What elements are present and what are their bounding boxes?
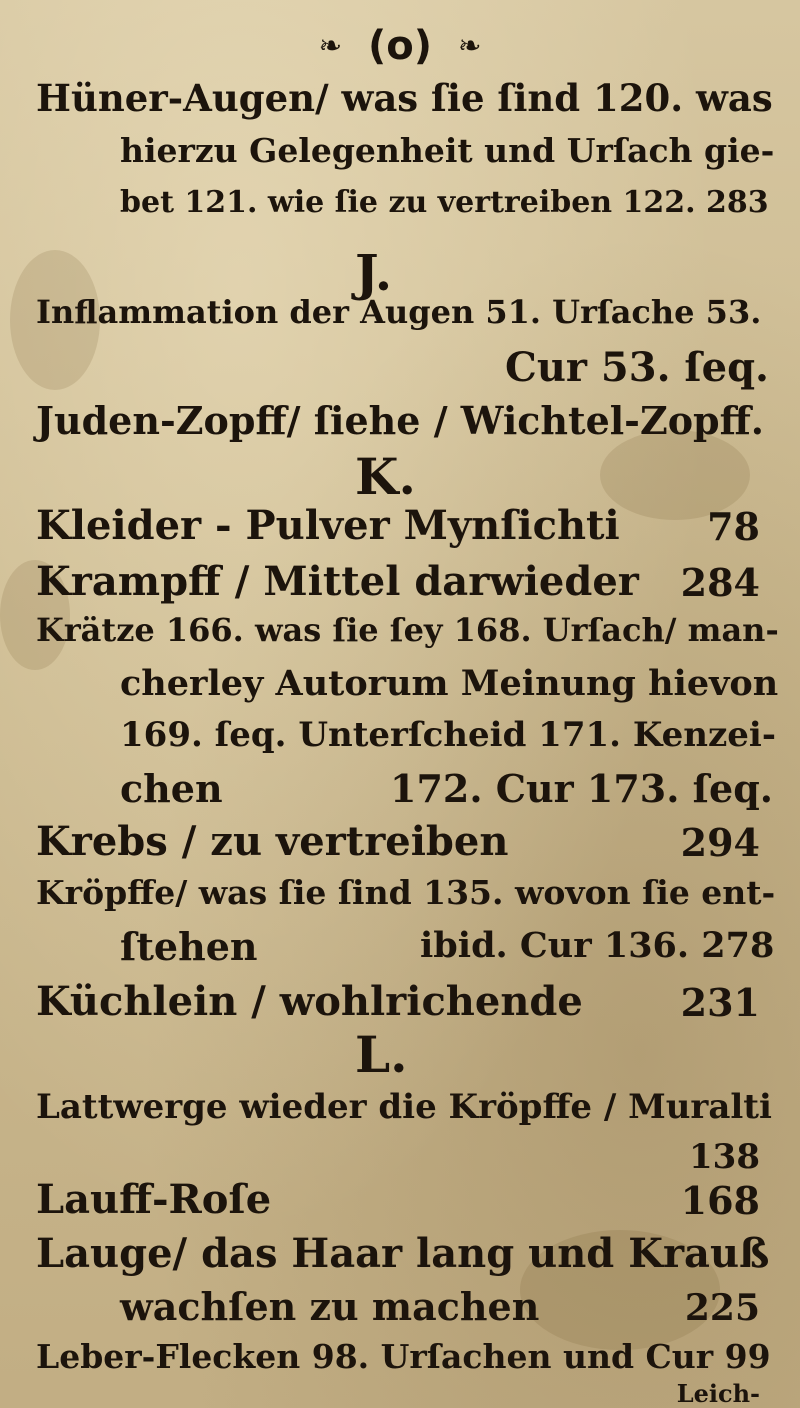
page-ref-kleider-pulver: 78 — [707, 504, 760, 549]
index-entry-kuechlein: Küchlein / wohlrichende — [36, 978, 583, 1025]
index-entry-huener-augen-line1: Hüner-Augen/ was ſie ſind 120. was — [36, 76, 773, 120]
index-entry-kroepffe-line1: Kröpffe/ was ſie ſind 135. wovon ſie ent- — [36, 873, 776, 912]
section-letter-k: K. — [355, 447, 416, 506]
index-entry-inflammation-line2: Cur 53. ſeq. — [505, 344, 769, 391]
index-entry-lattwerge: Lattwerge wieder die Kröpffe / Muralti — [36, 1087, 772, 1127]
index-entry-krebs: Krebs / zu vertreiben — [36, 818, 509, 865]
page-header — [0, 23, 800, 69]
index-entry-kroepffe-line2-start: ſtehen — [120, 924, 258, 969]
index-entry-lauge-line2: wachſen zu machen — [120, 1284, 540, 1329]
index-entry-kraetze-line2: cherley Autorum Meinung hievon — [120, 663, 779, 704]
page-ref-kuechlein: 231 — [680, 980, 760, 1025]
page-ref-krampff: 284 — [680, 560, 760, 605]
index-entry-kraetze-line4-start: chen — [120, 766, 223, 811]
page-ref-lauge: 225 — [684, 1287, 760, 1329]
index-entry-kroepffe-line2-end: ibid. Cur 136. 278 — [420, 925, 775, 966]
index-entry-juden-zopff: Juden-Zopff/ ſiehe / Wichtel-Zopff. — [36, 398, 765, 443]
index-entry-kraetze-line4-end: 172. Cur 173. ſeq. — [390, 766, 774, 811]
index-entry-huener-augen-line3: bet 121. wie ſie zu vertreiben 122. 283 — [120, 185, 769, 220]
index-entry-huener-augen-line2: hierzu Gelegenheit und Urſach gie- — [120, 131, 775, 170]
index-entry-inflammation-line1: Inflammation der Augen 51. Urſache 53. — [36, 293, 762, 331]
right-ornament-icon: ❧ — [457, 29, 482, 62]
left-ornament-icon: ❧ — [318, 29, 343, 62]
index-entry-kraetze-line1: Krätze 166. was ſie ſey 168. Urſach/ man- — [36, 611, 779, 649]
index-entry-leber-flecken: Leber-Flecken 98. Urſachen und Cur 99 — [36, 1337, 771, 1376]
section-letter-l: L. — [355, 1025, 408, 1084]
index-entry-kleider-pulver: Kleider - Pulver Mynſichti — [36, 502, 620, 549]
page-ref-lattwerge: 138 — [689, 1137, 760, 1177]
index-entry-krampff: Krampff / Mittel darwieder — [36, 558, 639, 605]
page-ref-krebs: 294 — [680, 820, 760, 865]
index-entry-kraetze-line3: 169. ſeq. Unterſcheid 171. Kenzei- — [120, 715, 776, 755]
index-entry-lauge-line1: Lauge/ das Haar lang und Krauß — [36, 1230, 770, 1277]
index-entry-lauff-rose: Lauff-Roſe — [36, 1176, 272, 1223]
page-number: (o) — [367, 23, 433, 69]
page-ref-lauff-rose: 168 — [680, 1178, 760, 1223]
section-letter-j: J. — [355, 243, 393, 302]
catchword: Leich- — [676, 1379, 760, 1408]
